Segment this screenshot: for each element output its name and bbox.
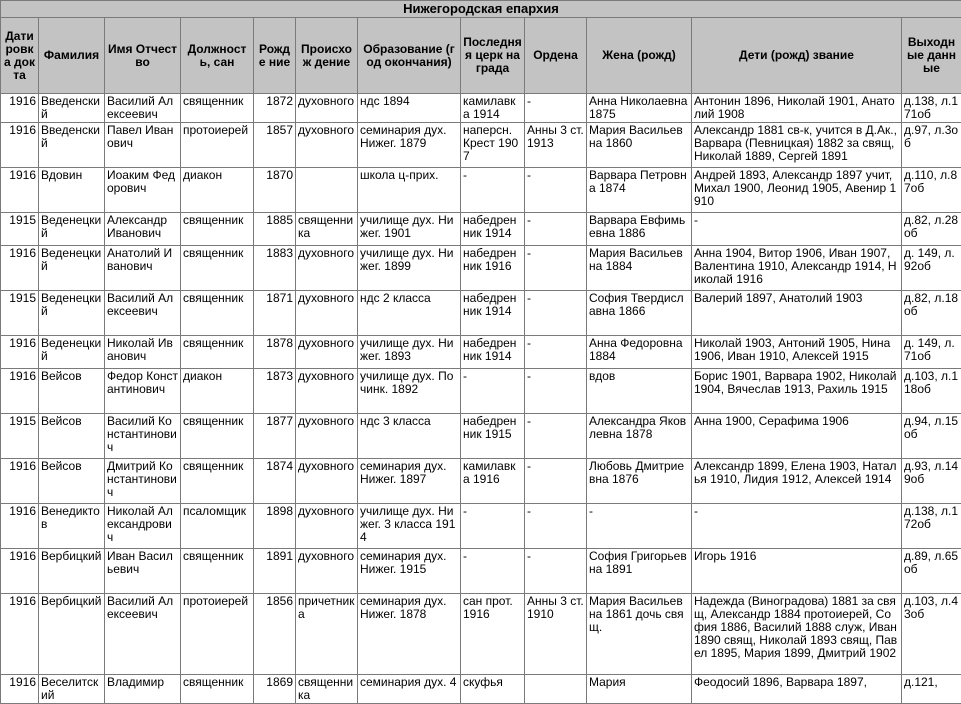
cell-orders: -	[525, 168, 587, 213]
cell-date: 1916	[1, 675, 39, 704]
cell-wife: Анна Николаевна 1875	[587, 94, 692, 123]
cell-orders: Анны 3 ст. 1913	[525, 123, 587, 168]
table-row	[1, 549, 961, 594]
cell-position: священник	[181, 459, 254, 504]
cell-name: Николай Иванович	[105, 336, 181, 369]
cell-award: наперсн. Крест 1907	[461, 123, 525, 168]
cell-date: 1916	[1, 94, 39, 123]
cell-birth: 1898	[254, 504, 296, 549]
cell-date: 1915	[1, 291, 39, 336]
cell-orders: -	[525, 504, 587, 549]
cell-origin: духовного	[296, 504, 358, 549]
cell-children: Анна 1900, Серафима 1906	[692, 414, 902, 459]
col-header-name: Имя Отчество	[105, 18, 181, 94]
cell-position: диакон	[181, 168, 254, 213]
table-title: Нижегородская епархия	[0, 0, 961, 17]
cell-children: -	[692, 213, 902, 246]
cell-education: училище дух. Нижег. 1899	[358, 246, 461, 291]
table-row	[1, 504, 961, 549]
cell-origin: священника	[296, 675, 358, 704]
cell-surname: Вейсов	[39, 414, 105, 459]
cell-birth: 1885	[254, 213, 296, 246]
cell-award: набедренник 1914	[461, 291, 525, 336]
cell-origin: духовного	[296, 549, 358, 594]
cell-surname: Вербицкий	[39, 594, 105, 675]
cell-birth: 1891	[254, 549, 296, 594]
cell-date: 1916	[1, 246, 39, 291]
cell-source: д.138, л.171об	[902, 94, 961, 123]
cell-award: камилавка 1914	[461, 94, 525, 123]
cell-position: священник	[181, 336, 254, 369]
cell-children: Анна 1904, Витор 1906, Иван 1907, Валентина 1910, Александр 1914, Николай 1916	[692, 246, 902, 291]
cell-award: -	[461, 549, 525, 594]
cell-position: священник	[181, 414, 254, 459]
col-header-source: Выходные данные	[902, 18, 961, 94]
cell-wife: Анна Федоровна 1884	[587, 336, 692, 369]
cell-source: д. 149, л.92об	[902, 246, 961, 291]
cell-surname: Веденецкий	[39, 291, 105, 336]
cell-wife: вдов	[587, 369, 692, 414]
cell-surname: Введенский	[39, 123, 105, 168]
cell-education: семинария дух. Нижег. 1915	[358, 549, 461, 594]
cell-wife: Варвара Петровна 1874	[587, 168, 692, 213]
cell-orders: -	[525, 414, 587, 459]
cell-name: Василий Алексеевич	[105, 594, 181, 675]
cell-source: д.103, л.43об	[902, 594, 961, 675]
cell-children: Александр 1899, Елена 1903, Наталья 1910, Лидия 1912, Алексей 1914	[692, 459, 902, 504]
cell-education: ндс 2 класса	[358, 291, 461, 336]
cell-birth: 1877	[254, 414, 296, 459]
cell-surname: Вдовин	[39, 168, 105, 213]
cell-wife: Мария Васильевна 1884	[587, 246, 692, 291]
cell-orders	[525, 675, 587, 704]
cell-orders: -	[525, 549, 587, 594]
cell-education: ндс 3 класса	[358, 414, 461, 459]
cell-date: 1916	[1, 549, 39, 594]
cell-source: д.93, л.149об	[902, 459, 961, 504]
cell-origin: духовного	[296, 336, 358, 369]
cell-source: д.103, л.118об	[902, 369, 961, 414]
cell-birth: 1874	[254, 459, 296, 504]
cell-surname: Введенский	[39, 94, 105, 123]
cell-wife: Александра Яковлевна 1878	[587, 414, 692, 459]
cell-birth: 1870	[254, 168, 296, 213]
table-row	[1, 336, 961, 369]
cell-surname: Вербицкий	[39, 549, 105, 594]
cell-origin: духовного	[296, 414, 358, 459]
cell-date: 1915	[1, 213, 39, 246]
cell-award: набедренник 1915	[461, 414, 525, 459]
table-row	[1, 168, 961, 213]
cell-name: Иоаким Федорович	[105, 168, 181, 213]
cell-birth: 1871	[254, 291, 296, 336]
table-row	[1, 291, 961, 336]
cell-position: священник	[181, 549, 254, 594]
cell-wife: Варвара Евфимьевна 1886	[587, 213, 692, 246]
cell-orders: -	[525, 336, 587, 369]
cell-origin: духовного	[296, 123, 358, 168]
cell-position: священник	[181, 94, 254, 123]
cell-education: семинария дух. Нижег. 1879	[358, 123, 461, 168]
cell-name: Иван Васильевич	[105, 549, 181, 594]
cell-wife: София Григорьевна 1891	[587, 549, 692, 594]
cell-birth: 1856	[254, 594, 296, 675]
cell-date: 1916	[1, 123, 39, 168]
cell-source: д.94, л.15об	[902, 414, 961, 459]
cell-surname: Веденецкий	[39, 213, 105, 246]
cell-name: Федор Константинович	[105, 369, 181, 414]
cell-children: -	[692, 504, 902, 549]
cell-education: семинария дух. Нижег. 1897	[358, 459, 461, 504]
cell-origin: духовного	[296, 94, 358, 123]
cell-name: Владимир	[105, 675, 181, 704]
cell-name: Дмитрий Константинович	[105, 459, 181, 504]
cell-date: 1916	[1, 369, 39, 414]
cell-orders: -	[525, 94, 587, 123]
cell-surname: Венедиктов	[39, 504, 105, 549]
table-row	[1, 246, 961, 291]
cell-award: камилавка 1916	[461, 459, 525, 504]
cell-education: семинария дух. 4	[358, 675, 461, 704]
cell-orders: -	[525, 369, 587, 414]
cell-source: д. 149, л.71об	[902, 336, 961, 369]
table-row	[1, 94, 961, 123]
cell-source: д.82, л.18об	[902, 291, 961, 336]
cell-education: училище дух. Нижег. 1893	[358, 336, 461, 369]
cell-date: 1916	[1, 504, 39, 549]
cell-source: д.89, л.65об	[902, 549, 961, 594]
cell-origin: духовного	[296, 459, 358, 504]
cell-name: Анатолий Иванович	[105, 246, 181, 291]
cell-position: протоиерей	[181, 123, 254, 168]
cell-surname: Вейсов	[39, 369, 105, 414]
cell-orders: -	[525, 213, 587, 246]
cell-wife: Любовь Дмитриевна 1876	[587, 459, 692, 504]
cell-education: училище дух. Нижег. 3 класса 1914	[358, 504, 461, 549]
cell-origin: духовного	[296, 291, 358, 336]
cell-children: Феодосий 1896, Варвара 1897,	[692, 675, 902, 704]
cell-position: псаломщик	[181, 504, 254, 549]
cell-orders: -	[525, 459, 587, 504]
cell-date: 1916	[1, 594, 39, 675]
cell-wife: Мария Васильевна 1860	[587, 123, 692, 168]
cell-wife: -	[587, 504, 692, 549]
cell-date: 1916	[1, 459, 39, 504]
cell-position: священник	[181, 291, 254, 336]
cell-birth: 1873	[254, 369, 296, 414]
cell-award: набедренник 1914	[461, 213, 525, 246]
cell-award: -	[461, 369, 525, 414]
col-header-origin: Происхож дение	[296, 18, 358, 94]
table-row	[1, 369, 961, 414]
cell-education: училище дух. Починк. 1892	[358, 369, 461, 414]
cell-wife: София Твердиславна 1866	[587, 291, 692, 336]
cell-source: д.110, л.87об	[902, 168, 961, 213]
cell-date: 1915	[1, 414, 39, 459]
cell-source: д.138, л.172об	[902, 504, 961, 549]
cell-birth: 1857	[254, 123, 296, 168]
cell-children: Антонин 1896, Николай 1901, Анатолий 1908	[692, 94, 902, 123]
cell-children: Игорь 1916	[692, 549, 902, 594]
cell-date: 1916	[1, 168, 39, 213]
cell-source: д.82, л.28об	[902, 213, 961, 246]
cell-award: сан прот. 1916	[461, 594, 525, 675]
table-row	[1, 123, 961, 168]
cell-children: Борис 1901, Варвара 1902, Николай 1904, Вячеслав 1913, Рахиль 1915	[692, 369, 902, 414]
cell-surname: Вейсов	[39, 459, 105, 504]
col-header-award: Последняя церк награда	[461, 18, 525, 94]
cell-name: Василий Алексеевич	[105, 291, 181, 336]
cell-name: Александр Иванович	[105, 213, 181, 246]
col-header-date: Дати ровка докта	[1, 18, 39, 94]
cell-children: Валерий 1897, Анатолий 1903	[692, 291, 902, 336]
cell-origin: причетника	[296, 594, 358, 675]
cell-origin: священника	[296, 213, 358, 246]
cell-position: священник	[181, 213, 254, 246]
cell-surname: Веденецкий	[39, 246, 105, 291]
cell-origin	[296, 168, 358, 213]
table-row	[1, 414, 961, 459]
cell-position: священник	[181, 246, 254, 291]
cell-award: набедренник 1914	[461, 336, 525, 369]
cell-birth: 1869	[254, 675, 296, 704]
cell-award: -	[461, 168, 525, 213]
cell-wife: Мария	[587, 675, 692, 704]
table-row	[1, 213, 961, 246]
cell-birth: 1883	[254, 246, 296, 291]
cell-name: Василий Константинович	[105, 414, 181, 459]
cell-surname: Веденецкий	[39, 336, 105, 369]
table-row	[1, 675, 961, 704]
cell-education: школа ц-прих.	[358, 168, 461, 213]
cell-date: 1916	[1, 336, 39, 369]
cell-position: священник	[181, 675, 254, 704]
col-header-education: Образование (год окончания)	[358, 18, 461, 94]
header-row	[1, 18, 961, 94]
cell-education: училище дух. Нижег. 1901	[358, 213, 461, 246]
cell-position: протоиерей	[181, 594, 254, 675]
cell-award: набедренник 1916	[461, 246, 525, 291]
table-body	[1, 94, 961, 704]
cell-children: Андрей 1893, Александр 1897 учит, Михал 1900, Леонид 1905, Авенир 1910	[692, 168, 902, 213]
cell-origin: духовного	[296, 246, 358, 291]
cell-birth: 1872	[254, 94, 296, 123]
cell-source: д.121,	[902, 675, 961, 704]
cell-name: Павел Иванович	[105, 123, 181, 168]
cell-source: д.97, л.3об	[902, 123, 961, 168]
cell-education: ндс 1894	[358, 94, 461, 123]
cell-wife: Мария Васильевна 1861 дочь свящ.	[587, 594, 692, 675]
col-header-birth: Рожде ние	[254, 18, 296, 94]
col-header-position: Должность, сан	[181, 18, 254, 94]
cell-orders: Анны 3 ст. 1910	[525, 594, 587, 675]
cell-surname: Веселитский	[39, 675, 105, 704]
table-row	[1, 459, 961, 504]
cell-name: Василий Алексеевич	[105, 94, 181, 123]
cell-orders: -	[525, 291, 587, 336]
table-row	[1, 594, 961, 675]
cell-orders: -	[525, 246, 587, 291]
cell-children: Надежда (Виноградова) 1881 за свящ, Александр 1884 протоиерей, София 1886, Василий 1888 служ, Иван 1890 свящ, Николай 1893 свящ, Павел 1895, Мария 1899, Дмитрий 1902	[692, 594, 902, 675]
cell-birth: 1878	[254, 336, 296, 369]
cell-award: -	[461, 504, 525, 549]
col-header-orders: Ордена	[525, 18, 587, 94]
col-header-surname: Фамилия	[39, 18, 105, 94]
cell-education: семинария дух. Нижег. 1878	[358, 594, 461, 675]
cell-name: Николай Александрович	[105, 504, 181, 549]
cell-children: Николай 1903, Антоний 1905, Нина 1906, Иван 1910, Алексей 1915	[692, 336, 902, 369]
col-header-wife: Жена (рожд)	[587, 18, 692, 94]
cell-award: скуфья	[461, 675, 525, 704]
col-header-children: Дети (рожд) звание	[692, 18, 902, 94]
cell-position: диакон	[181, 369, 254, 414]
cell-origin: духовного	[296, 369, 358, 414]
cell-children: Александр 1881 св-к, учится в Д.Ак., Варвара (Певницкая) 1882 за свящ, Николай 1889, Сергей 1891	[692, 123, 902, 168]
